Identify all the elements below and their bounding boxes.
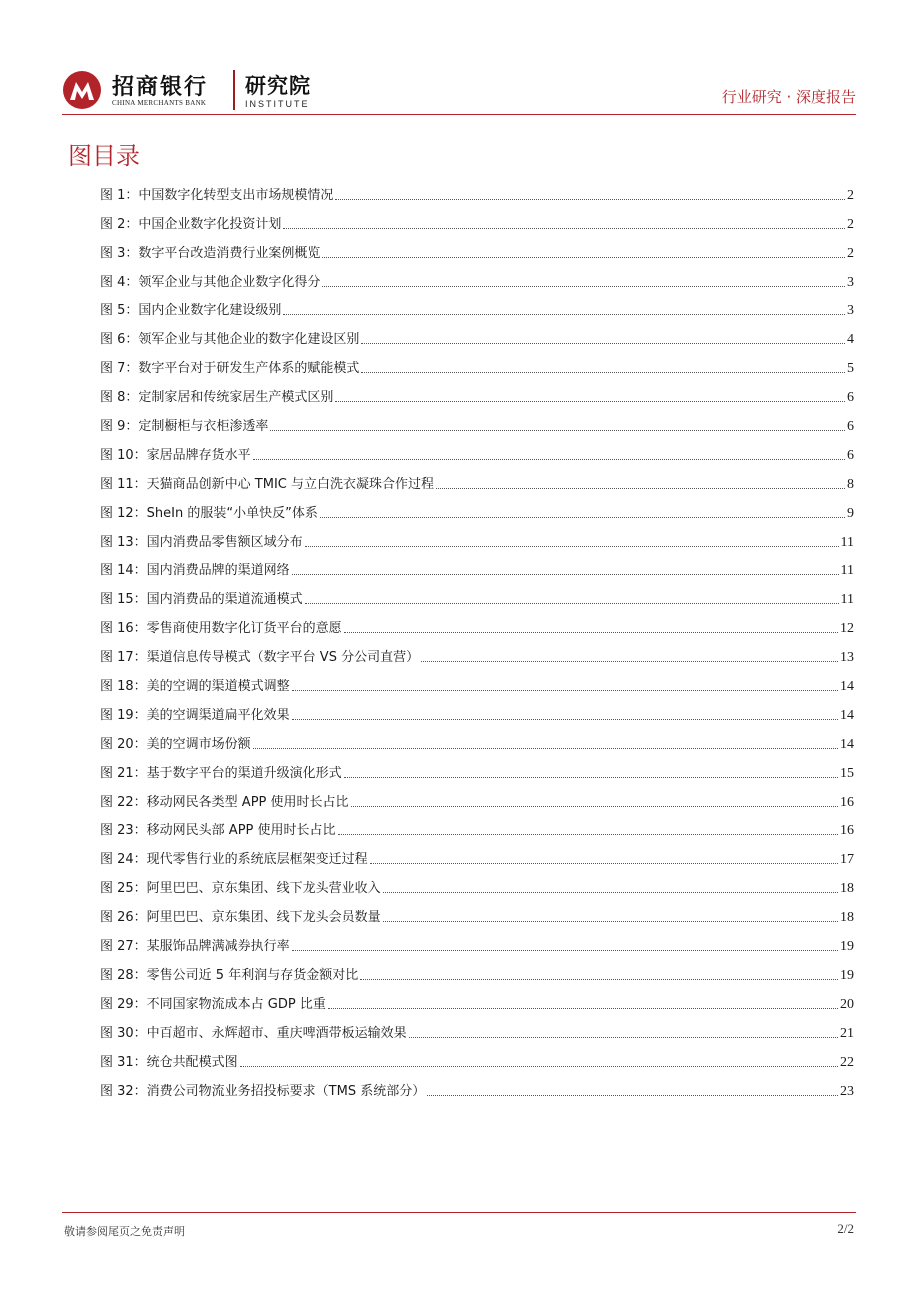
toc-dot-leader xyxy=(253,748,838,749)
toc-entry[interactable] xyxy=(100,898,854,927)
toc-entry-page: 23 xyxy=(840,1083,854,1099)
toc-dot-leader xyxy=(283,314,845,315)
institute-name-cn: 研究院 xyxy=(245,73,311,98)
toc-dot-leader xyxy=(322,286,845,287)
toc-entry-page: 15 xyxy=(840,765,854,781)
toc-dot-leader xyxy=(409,1037,838,1038)
toc-dot-leader xyxy=(270,430,845,431)
toc-entry-label: 图 22：移动网民各类型 APP 使用时长占比 xyxy=(100,794,349,810)
toc-entry-label: 图 23：移动网民头部 APP 使用时长占比 xyxy=(100,823,336,839)
toc-entry-page: 5 xyxy=(847,361,854,377)
page-number: 2/2 xyxy=(837,1221,854,1236)
toc-entry[interactable] xyxy=(100,609,854,638)
toc-entry[interactable] xyxy=(100,205,854,234)
toc-dot-leader xyxy=(436,488,845,489)
toc-entry-page: 8 xyxy=(847,476,854,492)
toc-entry-page: 6 xyxy=(847,419,854,435)
toc-dot-leader xyxy=(344,632,838,633)
toc-entry-page: 2 xyxy=(847,187,854,203)
toc-entry[interactable] xyxy=(100,176,854,205)
toc-entry-page: 18 xyxy=(840,881,854,897)
toc-dot-leader xyxy=(283,228,845,229)
toc-entry-label: 图 31：统仓共配模式图 xyxy=(100,1054,238,1070)
toc-entry[interactable] xyxy=(100,725,854,754)
toc-entry-label: 图 14：国内消费品牌的渠道网络 xyxy=(100,563,290,579)
toc-dot-leader xyxy=(328,1008,838,1009)
toc-entry-page: 3 xyxy=(847,274,854,290)
toc-entry-page: 11 xyxy=(840,563,854,579)
institute-name-en: INSTITUTE xyxy=(245,99,310,109)
toc-entry-label: 图 24：现代零售行业的系统底层框架变迁过程 xyxy=(100,852,368,868)
toc-entry-page: 17 xyxy=(840,852,854,868)
toc-entry-page: 13 xyxy=(840,650,854,666)
toc-entry[interactable] xyxy=(100,812,854,841)
toc-entry[interactable] xyxy=(100,234,854,263)
toc-entry-page: 12 xyxy=(840,621,854,637)
toc-entry[interactable] xyxy=(100,638,854,667)
toc-entry-label: 图 25：阿里巴巴、京东集团、线下龙头营业收入 xyxy=(100,881,381,897)
toc-entry-label: 图 13：国内消费品零售额区域分布 xyxy=(100,534,303,550)
logo-divider xyxy=(233,70,235,110)
toc-entry[interactable] xyxy=(100,494,854,523)
toc-dot-leader xyxy=(320,517,845,518)
toc-entry[interactable] xyxy=(100,956,854,985)
toc-entry[interactable] xyxy=(100,927,854,956)
toc-entry[interactable] xyxy=(100,552,854,581)
toc-entry-label: 图 15：国内消费品的渠道流通模式 xyxy=(100,592,303,608)
toc-entry-page: 19 xyxy=(840,939,854,955)
toc-entry-label: 图 1：中国数字化转型支出市场规模情况 xyxy=(100,187,334,203)
toc-entry-label: 图 20：美的空调市场份额 xyxy=(100,736,251,752)
toc-entry-label: 图 3：数字平台改造消费行业案例概览 xyxy=(100,245,321,261)
toc-entry-label: 图 17：渠道信息传导模式（数字平台 VS 分公司直营） xyxy=(100,650,420,666)
page-header xyxy=(62,64,856,116)
toc-entry[interactable] xyxy=(100,1072,854,1101)
toc-entry[interactable] xyxy=(100,667,854,696)
toc-entry[interactable] xyxy=(100,696,854,725)
figure-toc xyxy=(100,176,854,1101)
toc-entry[interactable] xyxy=(100,840,854,869)
toc-entry[interactable] xyxy=(100,1014,854,1043)
report-type: 行业研究 · 深度报告 xyxy=(721,88,856,106)
toc-dot-leader xyxy=(292,950,838,951)
toc-entry[interactable] xyxy=(100,292,854,321)
toc-dot-leader xyxy=(360,979,838,980)
toc-dot-leader xyxy=(305,603,839,604)
toc-entry-label: 图 19：美的空调渠道扁平化效果 xyxy=(100,707,290,723)
toc-entry-page: 14 xyxy=(840,736,854,752)
toc-entry-page: 3 xyxy=(847,303,854,319)
toc-title: 图目录 xyxy=(68,142,140,170)
toc-entry-label: 图 28：零售公司近 5 年利润与存货金额对比 xyxy=(100,967,359,983)
toc-entry[interactable] xyxy=(100,263,854,292)
toc-entry-label: 图 8：定制家居和传统家居生产模式区别 xyxy=(100,390,334,406)
toc-dot-leader xyxy=(421,661,838,662)
cmb-logo-icon xyxy=(62,70,102,110)
toc-entry-label: 图 27：某服饰品牌满减券执行率 xyxy=(100,939,290,955)
toc-entry[interactable] xyxy=(100,1043,854,1072)
toc-entry-label: 图 21：基于数字平台的渠道升级演化形式 xyxy=(100,765,342,781)
toc-entry[interactable] xyxy=(100,580,854,609)
toc-dot-leader xyxy=(383,921,838,922)
toc-entry-page: 6 xyxy=(847,390,854,406)
toc-entry[interactable] xyxy=(100,320,854,349)
toc-entry[interactable] xyxy=(100,349,854,378)
toc-dot-leader xyxy=(370,863,838,864)
toc-entry-page: 9 xyxy=(847,505,854,521)
toc-dot-leader xyxy=(240,1066,838,1067)
toc-entry-label: 图 5：国内企业数字化建设级别 xyxy=(100,303,282,319)
toc-dot-leader xyxy=(344,777,838,778)
toc-entry[interactable] xyxy=(100,783,854,812)
toc-entry-page: 22 xyxy=(840,1054,854,1070)
toc-entry[interactable] xyxy=(100,985,854,1014)
toc-entry-page: 6 xyxy=(847,447,854,463)
toc-entry-label: 图 7：数字平台对于研发生产体系的赋能模式 xyxy=(100,361,360,377)
toc-entry-page: 2 xyxy=(847,245,854,261)
toc-entry-page: 16 xyxy=(840,823,854,839)
toc-entry-page: 21 xyxy=(840,1025,854,1041)
toc-entry-label: 图 18：美的空调的渠道模式调整 xyxy=(100,679,290,695)
toc-entry[interactable] xyxy=(100,378,854,407)
toc-dot-leader xyxy=(335,401,845,402)
toc-entry-label: 图 6：领军企业与其他企业的数字化建设区别 xyxy=(100,332,360,348)
toc-dot-leader xyxy=(292,690,838,691)
toc-entry-label: 图 4：领军企业与其他企业数字化得分 xyxy=(100,274,321,290)
toc-entry-page: 20 xyxy=(840,996,854,1012)
bank-name-en: CHINA MERCHANTS BANK xyxy=(112,99,207,107)
toc-dot-leader xyxy=(361,372,845,373)
toc-entry-label: 图 30：中百超市、永辉超市、重庆啤酒带板运输效果 xyxy=(100,1025,407,1041)
toc-dot-leader xyxy=(427,1095,838,1096)
toc-entry-label: 图 32：消费公司物流业务招投标要求（TMS 系统部分） xyxy=(100,1083,426,1099)
toc-dot-leader xyxy=(351,806,838,807)
toc-dot-leader xyxy=(292,574,839,575)
toc-entry[interactable] xyxy=(100,465,854,494)
footer-disclaimer: 敬请参阅尾页之免责声明 xyxy=(64,1225,185,1238)
toc-entry-label: 图 26：阿里巴巴、京东集团、线下龙头会员数量 xyxy=(100,910,381,926)
toc-entry-page: 19 xyxy=(840,967,854,983)
toc-dot-leader xyxy=(292,719,838,720)
bank-name-cn: 招商银行 xyxy=(112,74,209,100)
toc-entry[interactable] xyxy=(100,436,854,465)
toc-entry-label: 图 29：不同国家物流成本占 GDP 比重 xyxy=(100,996,326,1012)
toc-dot-leader xyxy=(253,459,845,460)
toc-entry-page: 18 xyxy=(840,910,854,926)
toc-entry-label: 图 16：零售商使用数字化订货平台的意愿 xyxy=(100,621,342,637)
header-divider xyxy=(62,114,856,115)
footer-divider xyxy=(62,1212,856,1213)
toc-entry[interactable] xyxy=(100,407,854,436)
toc-entry-label: 图 12：SheIn 的服装“小单快反”体系 xyxy=(100,505,318,521)
toc-entry[interactable] xyxy=(100,754,854,783)
toc-entry-page: 16 xyxy=(840,794,854,810)
toc-entry-page: 2 xyxy=(847,216,854,232)
toc-entry[interactable] xyxy=(100,869,854,898)
toc-entry-page: 14 xyxy=(840,707,854,723)
toc-dot-leader xyxy=(361,343,845,344)
toc-entry-label: 图 9：定制橱柜与衣柜渗透率 xyxy=(100,419,269,435)
toc-entry-page: 11 xyxy=(840,592,854,608)
toc-dot-leader xyxy=(322,257,845,258)
toc-entry-label: 图 2：中国企业数字化投资计划 xyxy=(100,216,282,232)
toc-entry-page: 4 xyxy=(847,332,854,348)
toc-entry-page: 11 xyxy=(840,534,854,550)
toc-entry-label: 图 11：天猫商品创新中心 TMIC 与立白洗衣凝珠合作过程 xyxy=(100,476,435,492)
toc-dot-leader xyxy=(338,834,838,835)
toc-dot-leader xyxy=(335,199,845,200)
toc-entry-label: 图 10：家居品牌存货水平 xyxy=(100,447,251,463)
toc-entry-page: 14 xyxy=(840,679,854,695)
toc-entry[interactable] xyxy=(100,523,854,552)
toc-dot-leader xyxy=(305,546,839,547)
toc-dot-leader xyxy=(383,892,838,893)
